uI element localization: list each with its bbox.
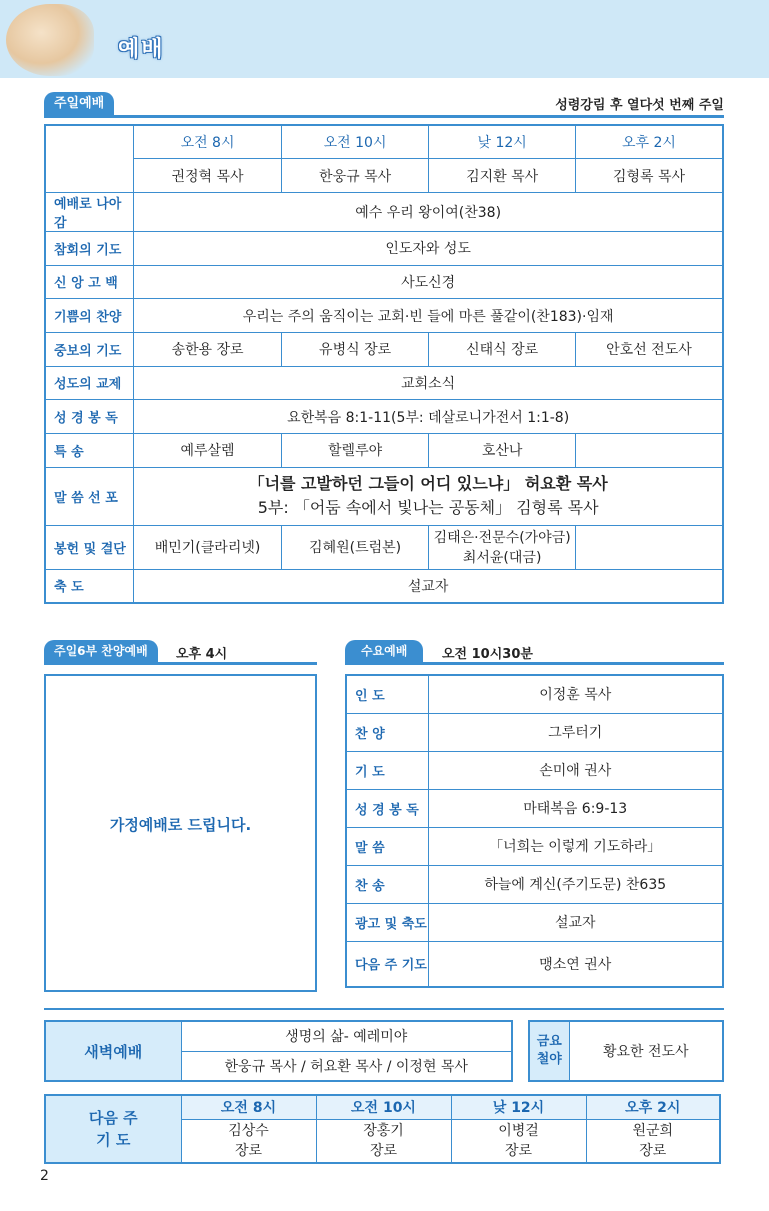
- row-label: 말 씀 선 포: [45, 467, 134, 525]
- praise-service-time: 오후 4시: [176, 647, 228, 662]
- wednesday-line: [345, 662, 724, 665]
- procession-value: 예수 우리 왕이여(찬38): [134, 192, 723, 231]
- praise-value: 우리는 주의 움직이는 교회·빈 들에 마른 풀같이(찬183)·임재: [134, 299, 723, 333]
- next-week-label-line: 다음 주: [88, 1109, 138, 1127]
- sunday-tab: 주일예배: [44, 92, 114, 116]
- special-cell: 할렐루야: [281, 434, 429, 468]
- wed-value: 그루터기: [428, 713, 723, 751]
- next-week-table: [44, 1094, 721, 1164]
- sermon-line-2: 5부: 「어둠 속에서 빛나는 공동체」 김형록 목사: [257, 498, 599, 518]
- friday-label-line: 철야: [536, 1052, 562, 1067]
- page-title: 예배: [118, 37, 165, 62]
- row-label: 성 경 봉 독: [45, 400, 134, 434]
- pastor-cell: 김형록 목사: [575, 159, 723, 193]
- next-person-cell: [181, 1119, 316, 1163]
- confession-value: 인도자와 성도: [134, 231, 723, 265]
- next-person-name: 원군희: [632, 1122, 674, 1139]
- next-time-cell: 오후 2시: [586, 1095, 720, 1119]
- dawn-label: 새벽예배: [45, 1021, 181, 1081]
- sunday-tab-line: [44, 115, 724, 118]
- sermon-line-1: 「너를 고발하던 그들이 어디 있느냐」 허요환 목사: [248, 474, 608, 494]
- offering-cell: [575, 525, 723, 569]
- prayer-cell: 신태식 장로: [429, 332, 576, 366]
- row-label: 봉헌 및 결단: [45, 525, 134, 569]
- row-label: 기쁨의 찬양: [45, 299, 134, 333]
- next-person-cell: [316, 1119, 451, 1163]
- wed-label: 말 씀: [346, 827, 428, 865]
- special-cell: 예루살렘: [134, 434, 282, 468]
- pastor-cell: 한웅규 목사: [281, 159, 429, 193]
- offering-line: 김태은·전문수(가야금): [433, 530, 571, 547]
- offering-line: 최서윤(대금): [462, 550, 542, 567]
- next-person-cell: [451, 1119, 586, 1163]
- row-label: 중보의 기도: [45, 332, 134, 366]
- next-week-label: [45, 1095, 181, 1163]
- time-cell: 오전 10시: [281, 125, 429, 159]
- next-person-title: 장로: [504, 1142, 533, 1159]
- row-label: 축 도: [45, 569, 134, 603]
- next-person-title: 장로: [234, 1142, 263, 1159]
- dawn-line-2: 한웅규 목사 / 허요환 목사 / 이정현 목사: [181, 1051, 512, 1081]
- sunday-order-table: [44, 124, 724, 604]
- next-person-name: 장홍기: [363, 1122, 404, 1139]
- next-person-title: 장로: [369, 1142, 398, 1159]
- corner-cell: [45, 125, 134, 192]
- prayer-cell: 유병식 장로: [281, 332, 429, 366]
- offering-cell: 김혜원(트럼본): [281, 525, 429, 569]
- pastor-cell: 김지환 목사: [429, 159, 576, 193]
- wed-label: 찬 송: [346, 865, 428, 903]
- praise-service-line: [44, 662, 317, 665]
- prayer-cell: 안호선 전도사: [575, 332, 723, 366]
- dawn-service-table: [44, 1020, 513, 1082]
- offering-cell: 배민기(클라리넷): [134, 525, 282, 569]
- creed-value: 사도신경: [134, 265, 723, 299]
- next-week-label-line: 기 도: [96, 1131, 131, 1149]
- fellowship-value: 교회소식: [134, 366, 723, 400]
- blessing-value: 설교자: [134, 569, 723, 603]
- next-time-cell: 오전 8시: [181, 1095, 316, 1119]
- row-label: 참회의 기도: [45, 231, 134, 265]
- special-cell: [575, 434, 723, 468]
- wed-label: 광고 및 축도: [346, 903, 428, 941]
- row-label: 신 앙 고 백: [45, 265, 134, 299]
- next-person-cell: [586, 1119, 720, 1163]
- wed-value: 설교자: [428, 903, 723, 941]
- next-time-cell: 낮 12시: [451, 1095, 586, 1119]
- next-person-title: 장로: [639, 1142, 667, 1159]
- praise-service-box: [44, 674, 317, 992]
- wed-label: 다음 주 기도: [346, 941, 428, 987]
- time-cell: 낮 12시: [429, 125, 576, 159]
- friday-value: 황요한 전도사: [569, 1021, 723, 1081]
- wed-value: 마태복음 6:9-13: [428, 789, 723, 827]
- next-time-cell: 오전 10시: [316, 1095, 451, 1119]
- friday-label: [529, 1021, 569, 1081]
- row-label: 성도의 교제: [45, 366, 134, 400]
- wed-label: 인 도: [346, 675, 428, 713]
- home-worship-note: 가정예배로 드립니다.: [109, 816, 252, 834]
- reading-value: 요한복음 8:1-11(5부: 데살로니가전서 1:1-8): [134, 400, 723, 434]
- time-cell: 오전 8시: [134, 125, 282, 159]
- next-person-name: 김상수: [228, 1122, 269, 1139]
- wed-label: 찬 양: [346, 713, 428, 751]
- time-cell: 오후 2시: [575, 125, 723, 159]
- sunday-subtitle: 성령강림 후 열다섯 번째 주일: [555, 98, 724, 113]
- wednesday-time: 오전 10시30분: [442, 647, 533, 662]
- page-number: 2: [40, 1168, 49, 1184]
- header-banner: [0, 0, 769, 78]
- row-label: 예배로 나아감: [45, 192, 134, 231]
- wed-label: 성 경 봉 독: [346, 789, 428, 827]
- wed-value: 맹소연 권사: [428, 941, 723, 987]
- wed-value: 「너희는 이렇게 기도하라」: [428, 827, 723, 865]
- friday-label-line: 금요: [536, 1034, 562, 1049]
- wed-value: 손미애 권사: [428, 751, 723, 789]
- praise-service-tab: 주일6부 찬양예배: [44, 640, 158, 662]
- friday-table: [528, 1020, 724, 1082]
- wednesday-tab: 수요예배: [345, 640, 423, 662]
- bible-hands-image: [6, 4, 94, 76]
- prayer-cell: 송한용 장로: [134, 332, 282, 366]
- section-separator: [44, 1008, 724, 1010]
- wed-label: 기 도: [346, 751, 428, 789]
- offering-cell: [429, 525, 576, 569]
- wed-value: 하늘에 계신(주기도문) 찬635: [428, 865, 723, 903]
- dawn-line-1: 생명의 삶- 예레미야: [181, 1021, 512, 1051]
- wed-value: 이정훈 목사: [428, 675, 723, 713]
- special-cell: 호산나: [429, 434, 576, 468]
- row-label: 특 송: [45, 434, 134, 468]
- next-person-name: 이병걸: [498, 1122, 539, 1139]
- wednesday-table: [345, 674, 724, 988]
- sermon-value: [134, 467, 723, 525]
- pastor-cell: 권정혁 목사: [134, 159, 282, 193]
